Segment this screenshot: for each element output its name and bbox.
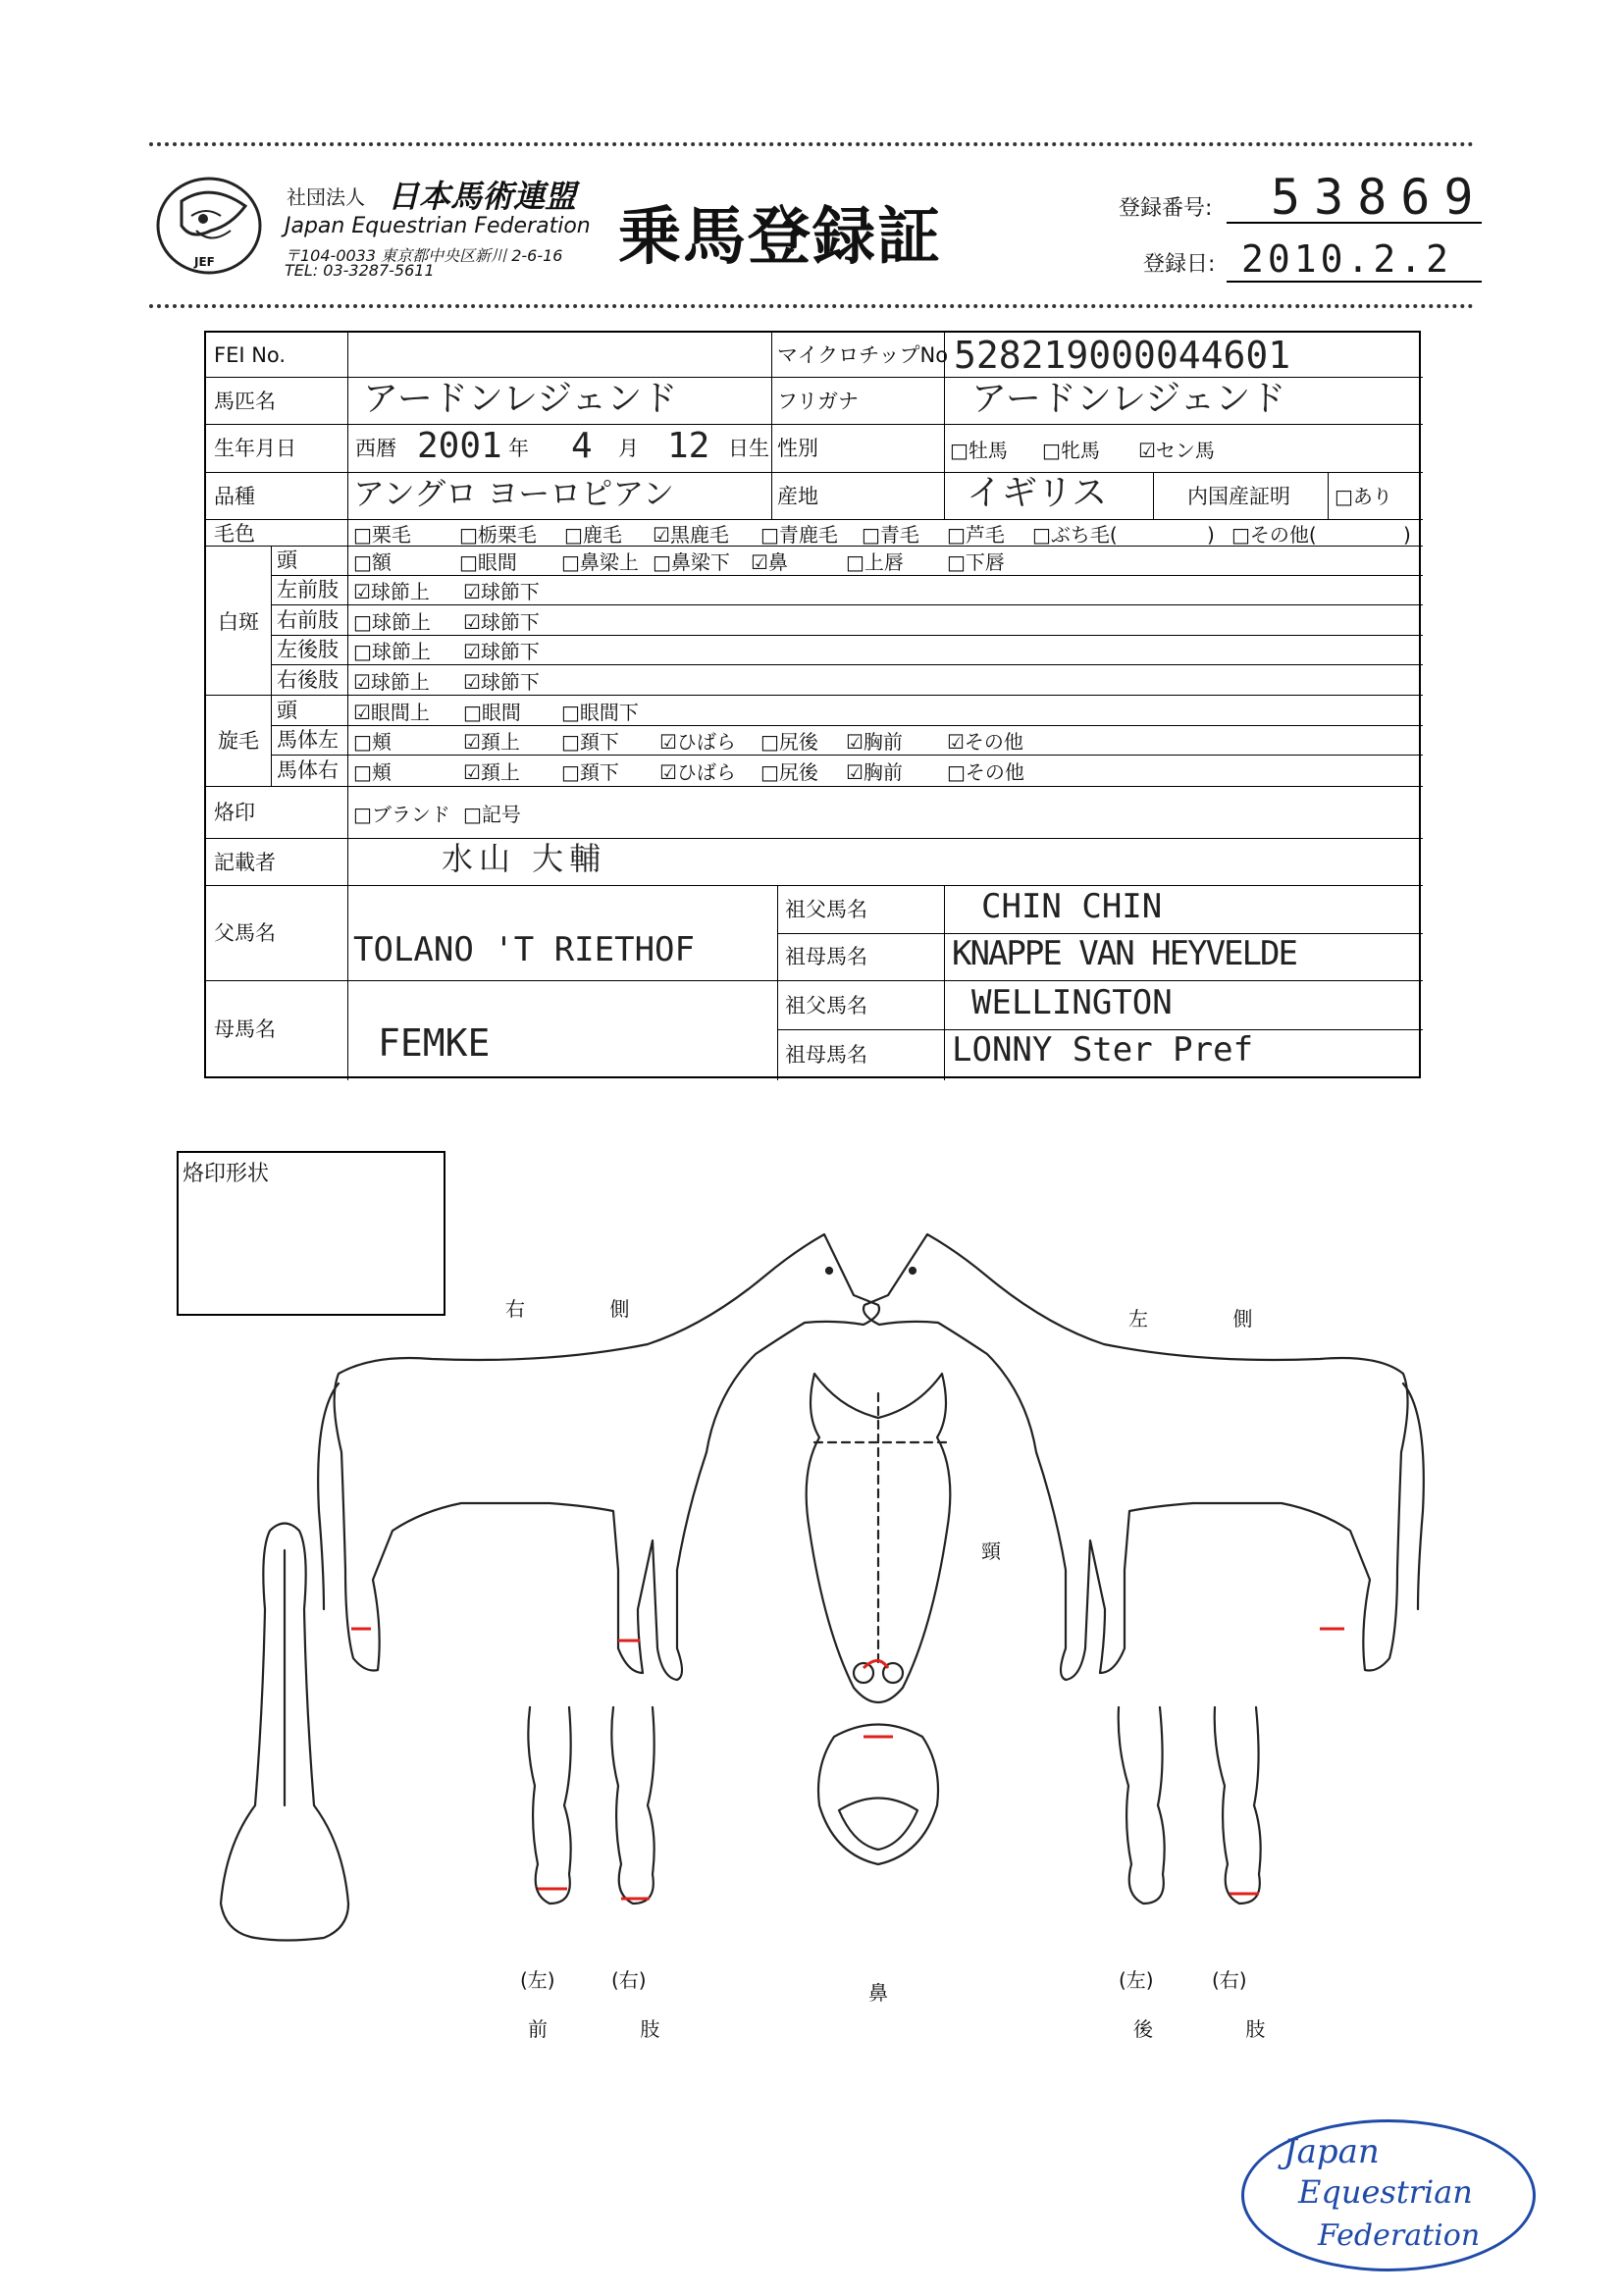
whorl-head-option[interactable]: □眼間 — [463, 701, 521, 724]
white-right-hind-option[interactable]: ☑球節上 — [353, 670, 430, 694]
white-left-hind-option[interactable]: □球節上 — [353, 640, 431, 663]
white-head-label: 頭 — [277, 548, 297, 572]
horse-top-view-outline — [221, 1524, 348, 1941]
reg-date-value: 2010.2.2 — [1241, 237, 1453, 281]
whorl-body-right-option[interactable]: □尻後 — [760, 760, 818, 784]
dam-grandsire-value[interactable]: WELLINGTON — [971, 983, 1173, 1022]
sire-granddam-value[interactable]: KNAPPE VAN HEYVELDE — [952, 934, 1296, 973]
domestic-cert-option[interactable]: □あり — [1335, 485, 1392, 508]
sex-option-mare[interactable]: □牝馬 — [1042, 439, 1100, 462]
header-bottom-dotted-rule — [149, 304, 1474, 308]
birth-year[interactable]: 2001 — [417, 426, 502, 466]
white-head-option[interactable]: □鼻梁上 — [561, 550, 639, 574]
white-right-fore-option[interactable]: □球節上 — [353, 610, 431, 634]
white-left-fore-label: 左前肢 — [277, 578, 339, 601]
white-markings-label: 白斑 — [218, 610, 259, 634]
org-prefix: 社団法人 — [287, 185, 365, 209]
horse-head-front-outline — [807, 1374, 951, 1702]
white-left-fore-option[interactable]: ☑球節上 — [353, 580, 430, 603]
birth-label: 生年月日 — [214, 437, 296, 460]
domestic-cert-label: 内国産証明 — [1187, 485, 1290, 508]
sex-option-gelding[interactable]: ☑セン馬 — [1138, 439, 1215, 462]
whorls-label: 旋毛 — [218, 729, 259, 753]
diagram-label-right-side: 右 側 — [505, 1297, 669, 1321]
recorder-value[interactable]: 水山 大輔 — [442, 840, 607, 877]
white-left-hind-label: 左後肢 — [277, 638, 339, 661]
sire-label: 父馬名 — [214, 921, 276, 945]
coat-label: 毛色 — [214, 522, 255, 546]
birth-month[interactable]: 4 — [571, 426, 593, 466]
reg-number-label: 登録番号: — [1119, 196, 1213, 221]
whorl-head-option[interactable]: ☑眼間上 — [353, 701, 430, 724]
birth-era: 西暦 — [355, 437, 396, 460]
whorl-body-left-option[interactable]: □頚下 — [561, 730, 619, 754]
fore-left-label: (左) — [520, 1968, 555, 1992]
sex-option-stallion[interactable]: □牡馬 — [950, 439, 1008, 462]
org-tel: TEL: 03-3287-5611 — [285, 261, 435, 280]
hind-left-label: (左) — [1119, 1968, 1154, 1992]
white-head-option[interactable]: □額 — [353, 550, 392, 574]
white-right-hind-option[interactable]: ☑球節下 — [463, 670, 540, 694]
stamp-line-1: Japan — [1283, 2132, 1380, 2171]
stamp-line-2: Equestrian — [1298, 2173, 1473, 2211]
whorl-body-right-option[interactable]: □頚下 — [561, 760, 619, 784]
dam-value[interactable]: FEMKE — [378, 1021, 491, 1065]
whorl-body-right-option[interactable]: ☑ひばら — [659, 760, 736, 784]
whorl-body-left-option[interactable]: ☑ひばら — [659, 730, 736, 754]
white-right-fore-option[interactable]: ☑球節下 — [463, 610, 540, 634]
reg-date-label: 登録日: — [1143, 252, 1216, 277]
furigana-label: フリガナ — [777, 390, 859, 413]
document-title: 乗馬登録証 — [618, 201, 942, 274]
coat-option-chestnut[interactable]: □栗毛 — [353, 523, 411, 547]
birth-year-unit: 年 — [508, 437, 529, 460]
recorder-label: 記載者 — [214, 851, 276, 874]
whorl-body-right-option[interactable]: □頬 — [353, 760, 392, 784]
reg-number-underline — [1227, 222, 1482, 224]
hind-legs-outline — [1119, 1707, 1261, 1904]
brand-shape-label: 烙印形状 — [183, 1162, 270, 1186]
sex-label: 性別 — [777, 437, 818, 460]
jef-logo — [152, 172, 275, 280]
jef-stamp — [1241, 2119, 1536, 2271]
horse-name-value[interactable]: アードンレジェンド — [363, 379, 678, 419]
stamp-line-3: Federation — [1318, 2218, 1481, 2253]
org-name-jp: 日本馬術連盟 — [388, 178, 577, 215]
coat-option-bay[interactable]: □鹿毛 — [564, 523, 622, 547]
origin-value[interactable]: イギリス — [967, 473, 1108, 513]
dam-granddam-value[interactable]: LONNY Ster Pref — [952, 1030, 1254, 1070]
registration-form — [204, 331, 1421, 1078]
whorl-body-right-option[interactable]: ☑胸前 — [846, 760, 903, 784]
sire-grandsire-label: 祖父馬名 — [785, 898, 867, 921]
hind-legs-label: 後 肢 — [1133, 2017, 1309, 2041]
fei-label: FEI No. — [214, 343, 287, 367]
coat-option-dark-chestnut[interactable]: □栃栗毛 — [459, 523, 537, 547]
whorl-body-right-option[interactable]: ☑頚上 — [463, 760, 520, 784]
sire-value[interactable]: TOLANO 'T RIETHOF — [353, 930, 695, 969]
white-head-option[interactable]: □上唇 — [846, 550, 904, 574]
furigana-value[interactable]: アードンレジェンド — [971, 379, 1286, 419]
white-left-hind-option[interactable]: ☑球節下 — [463, 640, 540, 663]
microchip-label: マイクロチップNo — [777, 343, 949, 367]
reg-date-underline — [1227, 281, 1482, 283]
sire-granddam-label: 祖母馬名 — [785, 945, 867, 968]
whorl-body-left-option[interactable]: ☑胸前 — [846, 730, 903, 754]
dam-granddam-label: 祖母馬名 — [785, 1043, 867, 1067]
birth-day-unit: 日生 — [728, 437, 769, 460]
reg-number-value: 53869 — [1271, 169, 1488, 226]
whorl-body-left-option[interactable]: ☑その他 — [947, 730, 1023, 754]
nose-view-outline — [818, 1725, 938, 1865]
coat-option-black[interactable]: □青毛 — [862, 523, 919, 547]
brand-label: 烙印 — [214, 801, 255, 824]
dam-grandsire-label: 祖父馬名 — [785, 994, 867, 1018]
brand-option-symbol[interactable]: □記号 — [463, 803, 521, 826]
coat-option-pinto[interactable]: □ぶち毛( — [1032, 523, 1118, 547]
breed-value[interactable]: アングロ ヨーロピアン — [353, 475, 674, 512]
birth-day[interactable]: 12 — [667, 426, 710, 466]
whorl-head-label: 頭 — [277, 699, 297, 722]
fore-right-label: (右) — [611, 1968, 647, 1992]
hind-right-label: (右) — [1212, 1968, 1247, 1992]
horse-right-side-outline — [318, 1234, 879, 1680]
whorl-body-left-option[interactable]: ☑頚上 — [463, 730, 520, 754]
white-head-option[interactable]: □下唇 — [947, 550, 1005, 574]
breed-label: 品種 — [214, 485, 255, 508]
header-top-dotted-rule — [149, 142, 1474, 146]
horse-diagram — [0, 1217, 1623, 2061]
white-right-hind-label: 右後肢 — [277, 668, 339, 692]
white-head-option[interactable]: ☑鼻 — [751, 550, 788, 574]
whorl-body-left-option[interactable]: □頬 — [353, 730, 392, 754]
horse-left-side-outline — [864, 1234, 1424, 1680]
horse-name-label: 馬匹名 — [214, 390, 276, 413]
diagram-label-neck: 頸 — [981, 1539, 1001, 1563]
fore-legs-label: 前 肢 — [528, 2017, 704, 2041]
white-left-fore-option[interactable]: ☑球節下 — [463, 580, 540, 603]
brand-option-brand[interactable]: □ブランド — [353, 803, 450, 826]
diagram-label-left-side: 左 側 — [1128, 1307, 1292, 1331]
nose-label: 鼻 — [868, 1981, 888, 2005]
coat-option-other[interactable]: □その他( — [1231, 523, 1317, 547]
org-name-en: Japan Equestrian Federation — [285, 214, 591, 238]
white-head-option[interactable]: □眼間 — [459, 550, 517, 574]
sire-grandsire-value[interactable]: CHIN CHIN — [981, 887, 1163, 926]
coat-option-pinto-close: ) — [1207, 523, 1215, 547]
origin-label: 産地 — [777, 485, 818, 508]
dam-label: 母馬名 — [214, 1018, 276, 1041]
microchip-value[interactable]: 528219000044601 — [954, 334, 1291, 377]
logo-text: JEF — [194, 255, 215, 269]
whorl-body-right-option[interactable]: □その他 — [947, 760, 1024, 784]
coat-option-other-close: ) — [1403, 523, 1411, 547]
coat-option-dark-bay[interactable]: ☑黒鹿毛 — [653, 523, 729, 547]
coat-option-brown[interactable]: □青鹿毛 — [760, 523, 838, 547]
whorl-body-left-label: 馬体左 — [277, 728, 339, 752]
white-right-fore-label: 右前肢 — [277, 608, 339, 632]
whorl-body-right-label: 馬体右 — [277, 758, 339, 782]
fore-legs-outline — [528, 1707, 654, 1904]
whorl-body-left-option[interactable]: □尻後 — [760, 730, 818, 754]
org-address: 〒104-0033 東京都中央区新川 2-6-16 — [285, 246, 563, 265]
coat-option-grey[interactable]: □芦毛 — [947, 523, 1005, 547]
white-head-option[interactable]: □鼻梁下 — [653, 550, 730, 574]
whorl-head-option[interactable]: □眼間下 — [561, 701, 639, 724]
birth-month-unit: 月 — [618, 437, 639, 460]
